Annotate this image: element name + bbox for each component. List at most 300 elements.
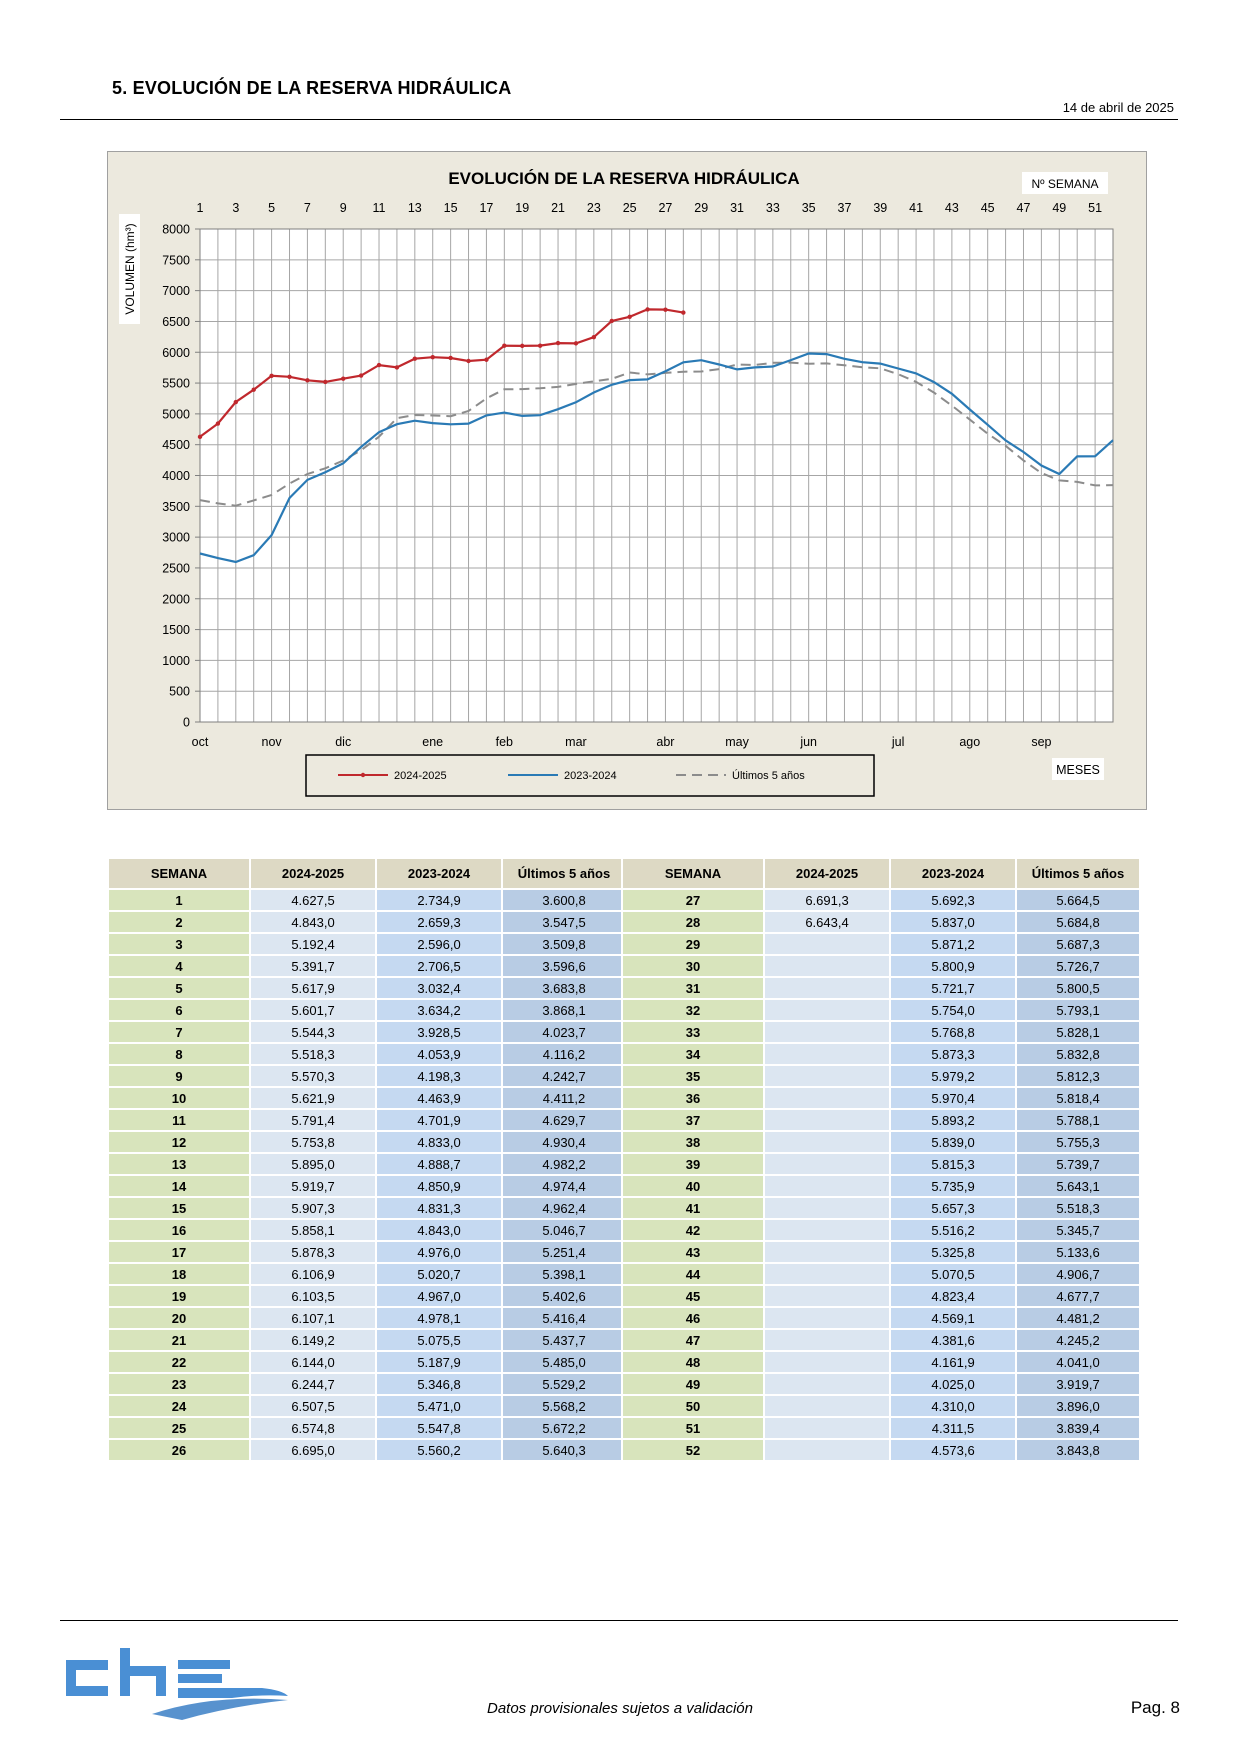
- week-tick-label: 33: [765, 201, 780, 215]
- value-cell: 5.617,9: [250, 977, 376, 999]
- table-row: [108, 1351, 626, 1373]
- data-point: [681, 310, 685, 314]
- table-row: [622, 1065, 1140, 1087]
- y-tick-label: 1000: [162, 653, 190, 668]
- table-row: [108, 1417, 626, 1439]
- value-cell: 5.192,4: [250, 933, 376, 955]
- value-cell: 6.106,9: [250, 1263, 376, 1285]
- week-tick-label: 29: [694, 201, 709, 215]
- table-row: [622, 1087, 1140, 1109]
- value-cell: 5.437,7: [502, 1329, 626, 1351]
- value-cell: 4.481,2: [1016, 1307, 1140, 1329]
- value-cell: 6.574,8: [250, 1417, 376, 1439]
- value-cell: 5.684,8: [1016, 911, 1140, 933]
- value-cell: 4.041,0: [1016, 1351, 1140, 1373]
- value-cell: [764, 1065, 890, 1087]
- table-row: [622, 1373, 1140, 1395]
- week-cell: 12: [108, 1131, 250, 1153]
- value-cell: 4.982,2: [502, 1153, 626, 1175]
- week-tick-label: 35: [801, 201, 816, 215]
- month-label: nov: [261, 735, 282, 749]
- value-cell: 5.568,2: [502, 1395, 626, 1417]
- week-tick-label: 7: [303, 201, 311, 215]
- data-point: [216, 421, 220, 425]
- value-cell: 5.070,5: [890, 1263, 1016, 1285]
- value-cell: 3.596,6: [502, 955, 626, 977]
- value-cell: [764, 1307, 890, 1329]
- value-cell: 5.791,4: [250, 1109, 376, 1131]
- value-cell: 5.560,2: [376, 1439, 502, 1461]
- value-cell: 5.788,1: [1016, 1109, 1140, 1131]
- table-row: [622, 933, 1140, 955]
- value-cell: [764, 1417, 890, 1439]
- value-cell: [764, 1395, 890, 1417]
- value-cell: 6.507,5: [250, 1395, 376, 1417]
- value-cell: [764, 999, 890, 1021]
- section-title: 5. EVOLUCIÓN DE LA RESERVA HIDRÁULICA: [112, 78, 512, 98]
- data-point: [305, 378, 309, 382]
- value-cell: [764, 1219, 890, 1241]
- value-cell: 6.103,5: [250, 1285, 376, 1307]
- week-cell: 16: [108, 1219, 250, 1241]
- column-header: SEMANA: [108, 858, 250, 889]
- week-cell: 36: [622, 1087, 764, 1109]
- value-cell: [764, 1351, 890, 1373]
- table-row: [108, 1175, 626, 1197]
- y-tick-label: 5000: [162, 407, 190, 422]
- value-cell: [764, 1241, 890, 1263]
- week-tick-label: 43: [944, 201, 959, 215]
- week-cell: 52: [622, 1439, 764, 1461]
- table-row: [108, 1219, 626, 1241]
- week-cell: 29: [622, 933, 764, 955]
- week-cell: 39: [622, 1153, 764, 1175]
- data-point: [341, 377, 345, 381]
- value-cell: 5.895,0: [250, 1153, 376, 1175]
- value-cell: 5.828,1: [1016, 1021, 1140, 1043]
- week-cell: 19: [108, 1285, 250, 1307]
- table-row: [108, 1285, 626, 1307]
- week-cell: 15: [108, 1197, 250, 1219]
- value-cell: 3.868,1: [502, 999, 626, 1021]
- value-cell: 5.753,8: [250, 1131, 376, 1153]
- value-cell: 3.547,5: [502, 911, 626, 933]
- value-cell: 4.850,9: [376, 1175, 502, 1197]
- value-cell: 2.659,3: [376, 911, 502, 933]
- value-cell: 5.754,0: [890, 999, 1016, 1021]
- data-table-left: [107, 857, 627, 1462]
- table-row: [108, 1329, 626, 1351]
- value-cell: 5.858,1: [250, 1219, 376, 1241]
- value-cell: [764, 1021, 890, 1043]
- value-cell: 6.144,0: [250, 1351, 376, 1373]
- value-cell: 3.509,8: [502, 933, 626, 955]
- value-cell: 4.930,4: [502, 1131, 626, 1153]
- week-cell: 20: [108, 1307, 250, 1329]
- value-cell: 4.053,9: [376, 1043, 502, 1065]
- footer-rule: [60, 1620, 1178, 1621]
- value-cell: [764, 1109, 890, 1131]
- legend: [306, 755, 874, 796]
- data-point: [502, 343, 506, 347]
- value-cell: 6.695,0: [250, 1439, 376, 1461]
- value-cell: 4.310,0: [890, 1395, 1016, 1417]
- value-cell: [764, 1153, 890, 1175]
- value-cell: 4.888,7: [376, 1153, 502, 1175]
- table-row: [622, 1219, 1140, 1241]
- table-row: [622, 1197, 1140, 1219]
- table-row: [622, 1241, 1140, 1263]
- week-cell: 4: [108, 955, 250, 977]
- table-row: [622, 1351, 1140, 1373]
- table-row: [108, 1021, 626, 1043]
- column-header: Últimos 5 años: [1016, 858, 1140, 889]
- value-cell: 5.416,4: [502, 1307, 626, 1329]
- value-cell: 4.823,4: [890, 1285, 1016, 1307]
- table-row: [622, 1417, 1140, 1439]
- table-row: [108, 1197, 626, 1219]
- value-cell: 3.919,7: [1016, 1373, 1140, 1395]
- week-cell: 49: [622, 1373, 764, 1395]
- month-label: may: [725, 735, 749, 749]
- week-cell: 6: [108, 999, 250, 1021]
- table-row: [108, 1043, 626, 1065]
- week-cell: 38: [622, 1131, 764, 1153]
- value-cell: 3.843,8: [1016, 1439, 1140, 1461]
- value-cell: [764, 1087, 890, 1109]
- month-label: jun: [800, 735, 818, 749]
- value-cell: 5.755,3: [1016, 1131, 1140, 1153]
- value-cell: 5.768,8: [890, 1021, 1016, 1043]
- week-cell: 45: [622, 1285, 764, 1307]
- value-cell: 4.831,3: [376, 1197, 502, 1219]
- week-cell: 5: [108, 977, 250, 999]
- month-label: feb: [495, 735, 514, 749]
- value-cell: 3.683,8: [502, 977, 626, 999]
- table-row: [108, 1153, 626, 1175]
- week-cell: 22: [108, 1351, 250, 1373]
- value-cell: 5.664,5: [1016, 889, 1140, 911]
- y-tick-label: 5500: [162, 376, 190, 391]
- table-row: [108, 999, 626, 1021]
- week-tick-label: 13: [407, 201, 422, 215]
- data-point: [484, 358, 488, 362]
- value-cell: [764, 1439, 890, 1461]
- x-axis-label: MESES: [1056, 763, 1100, 777]
- table-row: [108, 933, 626, 955]
- value-cell: 4.245,2: [1016, 1329, 1140, 1351]
- month-label: oct: [191, 735, 209, 749]
- footer-note: Datos provisionales sujetos a validación: [487, 1700, 753, 1717]
- table-row: [622, 999, 1140, 1021]
- table-row: [622, 1021, 1140, 1043]
- value-cell: 5.878,3: [250, 1241, 376, 1263]
- value-cell: 5.485,0: [502, 1351, 626, 1373]
- week-cell: 8: [108, 1043, 250, 1065]
- data-point: [395, 365, 399, 369]
- data-point: [323, 380, 327, 384]
- value-cell: 3.839,4: [1016, 1417, 1140, 1439]
- week-tick-label: 27: [658, 201, 673, 215]
- table-header-row: [108, 858, 626, 889]
- week-tick-label: 47: [1016, 201, 1031, 215]
- value-cell: 4.974,4: [502, 1175, 626, 1197]
- table-row: [108, 1131, 626, 1153]
- week-tick-label: 9: [339, 201, 347, 215]
- week-tick-label: 37: [837, 201, 852, 215]
- table-row: [622, 889, 1140, 911]
- value-cell: 5.672,2: [502, 1417, 626, 1439]
- data-point: [538, 343, 542, 347]
- value-cell: 5.800,5: [1016, 977, 1140, 999]
- week-cell: 21: [108, 1329, 250, 1351]
- legend-label: Últimos 5 años: [732, 770, 805, 782]
- y-tick-label: 2000: [162, 592, 190, 607]
- column-header: 2024-2025: [250, 858, 376, 889]
- value-cell: 5.046,7: [502, 1219, 626, 1241]
- data-point: [234, 400, 238, 404]
- y-tick-label: 4000: [162, 469, 190, 483]
- week-cell: 42: [622, 1219, 764, 1241]
- value-cell: 5.621,9: [250, 1087, 376, 1109]
- value-cell: 5.692,3: [890, 889, 1016, 911]
- y-tick-label: 6500: [162, 314, 190, 329]
- y-tick-label: 1500: [162, 623, 190, 638]
- column-header: 2024-2025: [764, 858, 890, 889]
- table-row: [108, 1065, 626, 1087]
- value-cell: [764, 1131, 890, 1153]
- month-label: abr: [656, 735, 675, 749]
- table-row: [622, 1285, 1140, 1307]
- table-row: [108, 1439, 626, 1461]
- table-row: [108, 1109, 626, 1131]
- value-cell: 4.573,6: [890, 1439, 1016, 1461]
- table-row: [108, 1087, 626, 1109]
- value-cell: [764, 1329, 890, 1351]
- table-row: [622, 1439, 1140, 1461]
- chart-panel: [107, 151, 1147, 810]
- week-cell: 18: [108, 1263, 250, 1285]
- value-cell: 5.818,4: [1016, 1087, 1140, 1109]
- week-tick-label: 31: [730, 201, 745, 215]
- data-table-right: [621, 857, 1141, 1462]
- value-cell: 4.976,0: [376, 1241, 502, 1263]
- y-tick-label: 8000: [162, 222, 190, 237]
- value-cell: 4.569,1: [890, 1307, 1016, 1329]
- value-cell: 4.701,9: [376, 1109, 502, 1131]
- week-tick-label: 49: [1052, 201, 1067, 215]
- value-cell: 5.544,3: [250, 1021, 376, 1043]
- week-tick-label: 25: [622, 201, 637, 215]
- data-point: [413, 357, 417, 361]
- week-cell: 34: [622, 1043, 764, 1065]
- value-cell: [764, 1197, 890, 1219]
- table-row: [622, 911, 1140, 933]
- y-tick-label: 3500: [162, 499, 190, 514]
- value-cell: 5.812,3: [1016, 1065, 1140, 1087]
- table-row: [108, 1307, 626, 1329]
- week-tick-label: 1: [196, 201, 204, 215]
- week-cell: 23: [108, 1373, 250, 1395]
- value-cell: 4.833,0: [376, 1131, 502, 1153]
- value-cell: 2.734,9: [376, 889, 502, 911]
- week-cell: 32: [622, 999, 764, 1021]
- data-point: [645, 307, 649, 311]
- y-tick-label: 2500: [162, 561, 190, 576]
- week-cell: 13: [108, 1153, 250, 1175]
- week-tick-label: 51: [1088, 201, 1103, 215]
- value-cell: 6.244,7: [250, 1373, 376, 1395]
- value-cell: 5.251,4: [502, 1241, 626, 1263]
- value-cell: [764, 933, 890, 955]
- week-cell: 17: [108, 1241, 250, 1263]
- value-cell: 5.970,4: [890, 1087, 1016, 1109]
- column-header: 2023-2024: [376, 858, 502, 889]
- week-cell: 33: [622, 1021, 764, 1043]
- value-cell: 5.687,3: [1016, 933, 1140, 955]
- value-cell: 5.815,3: [890, 1153, 1016, 1175]
- y-tick-label: 0: [183, 715, 190, 730]
- column-header: SEMANA: [622, 858, 764, 889]
- data-point: [610, 319, 614, 323]
- table-row: [108, 977, 626, 999]
- value-cell: 3.600,8: [502, 889, 626, 911]
- week-cell: 46: [622, 1307, 764, 1329]
- week-cell: 31: [622, 977, 764, 999]
- week-tick-label: 39: [873, 201, 888, 215]
- data-point: [663, 307, 667, 311]
- value-cell: 6.149,2: [250, 1329, 376, 1351]
- table-row: [622, 1329, 1140, 1351]
- value-cell: 4.967,0: [376, 1285, 502, 1307]
- week-axis-label: Nº SEMANA: [1031, 177, 1099, 191]
- data-point: [556, 341, 560, 345]
- value-cell: 5.346,8: [376, 1373, 502, 1395]
- value-cell: 4.906,7: [1016, 1263, 1140, 1285]
- table-row: [108, 1395, 626, 1417]
- value-cell: 4.025,0: [890, 1373, 1016, 1395]
- value-cell: 5.657,3: [890, 1197, 1016, 1219]
- value-cell: 4.411,2: [502, 1087, 626, 1109]
- data-point: [574, 341, 578, 345]
- y-tick-label: 4500: [162, 438, 190, 453]
- value-cell: 4.381,6: [890, 1329, 1016, 1351]
- table-row: [108, 1373, 626, 1395]
- table-row: [108, 889, 626, 911]
- week-cell: 40: [622, 1175, 764, 1197]
- week-cell: 47: [622, 1329, 764, 1351]
- week-cell: 35: [622, 1065, 764, 1087]
- value-cell: [764, 955, 890, 977]
- value-cell: 5.919,7: [250, 1175, 376, 1197]
- table-row: [622, 977, 1140, 999]
- value-cell: 5.570,3: [250, 1065, 376, 1087]
- table-row: [622, 1307, 1140, 1329]
- value-cell: [764, 977, 890, 999]
- value-cell: 3.928,5: [376, 1021, 502, 1043]
- value-cell: 5.832,8: [1016, 1043, 1140, 1065]
- week-cell: 50: [622, 1395, 764, 1417]
- week-cell: 9: [108, 1065, 250, 1087]
- value-cell: [764, 1285, 890, 1307]
- month-label: ago: [959, 735, 981, 749]
- value-cell: 5.516,2: [890, 1219, 1016, 1241]
- value-cell: 5.471,0: [376, 1395, 502, 1417]
- value-cell: 5.398,1: [502, 1263, 626, 1285]
- value-cell: 4.962,4: [502, 1197, 626, 1219]
- reserve-chart: [108, 152, 1145, 808]
- table-row: [622, 1263, 1140, 1285]
- value-cell: 4.629,7: [502, 1109, 626, 1131]
- value-cell: 6.691,3: [764, 889, 890, 911]
- value-cell: 5.601,7: [250, 999, 376, 1021]
- week-cell: 51: [622, 1417, 764, 1439]
- table-row: [622, 1043, 1140, 1065]
- legend-label: 2024-2025: [394, 770, 447, 782]
- value-cell: 4.677,7: [1016, 1285, 1140, 1307]
- value-cell: 5.518,3: [250, 1043, 376, 1065]
- y-tick-label: 500: [169, 684, 190, 699]
- value-cell: 5.133,6: [1016, 1241, 1140, 1263]
- value-cell: 4.023,7: [502, 1021, 626, 1043]
- value-cell: 5.726,7: [1016, 955, 1140, 977]
- y-axis-label: VOLUMEN (hm³): [123, 223, 137, 315]
- value-cell: 5.518,3: [1016, 1197, 1140, 1219]
- week-cell: 1: [108, 889, 250, 911]
- value-cell: 2.596,0: [376, 933, 502, 955]
- value-cell: 3.634,2: [376, 999, 502, 1021]
- data-point: [287, 375, 291, 379]
- value-cell: 5.837,0: [890, 911, 1016, 933]
- value-cell: 5.871,2: [890, 933, 1016, 955]
- value-cell: [764, 1263, 890, 1285]
- table-row: [622, 1175, 1140, 1197]
- table-row: [622, 955, 1140, 977]
- week-tick-label: 17: [479, 201, 494, 215]
- value-cell: 4.978,1: [376, 1307, 502, 1329]
- table-row: [622, 1109, 1140, 1131]
- value-cell: 5.793,1: [1016, 999, 1140, 1021]
- data-point: [377, 363, 381, 367]
- value-cell: 5.187,9: [376, 1351, 502, 1373]
- table-row: [108, 1263, 626, 1285]
- week-cell: 48: [622, 1351, 764, 1373]
- value-cell: 6.107,1: [250, 1307, 376, 1329]
- value-cell: 5.020,7: [376, 1263, 502, 1285]
- value-cell: 5.325,8: [890, 1241, 1016, 1263]
- value-cell: 4.843,0: [250, 911, 376, 933]
- week-cell: 10: [108, 1087, 250, 1109]
- legend-marker: [361, 773, 365, 777]
- y-tick-label: 3000: [162, 530, 190, 545]
- value-cell: 4.242,7: [502, 1065, 626, 1087]
- table-header-row: [622, 858, 1140, 889]
- value-cell: 5.721,7: [890, 977, 1016, 999]
- value-cell: 5.547,8: [376, 1417, 502, 1439]
- week-cell: 14: [108, 1175, 250, 1197]
- data-point: [592, 335, 596, 339]
- table-row: [108, 955, 626, 977]
- week-tick-label: 23: [586, 201, 601, 215]
- table-row: [108, 911, 626, 933]
- value-cell: 5.735,9: [890, 1175, 1016, 1197]
- column-header: Últimos 5 años: [502, 858, 626, 889]
- value-cell: 4.161,9: [890, 1351, 1016, 1373]
- week-tick-label: 5: [268, 201, 276, 215]
- data-point: [431, 355, 435, 359]
- week-cell: 30: [622, 955, 764, 977]
- week-cell: 2: [108, 911, 250, 933]
